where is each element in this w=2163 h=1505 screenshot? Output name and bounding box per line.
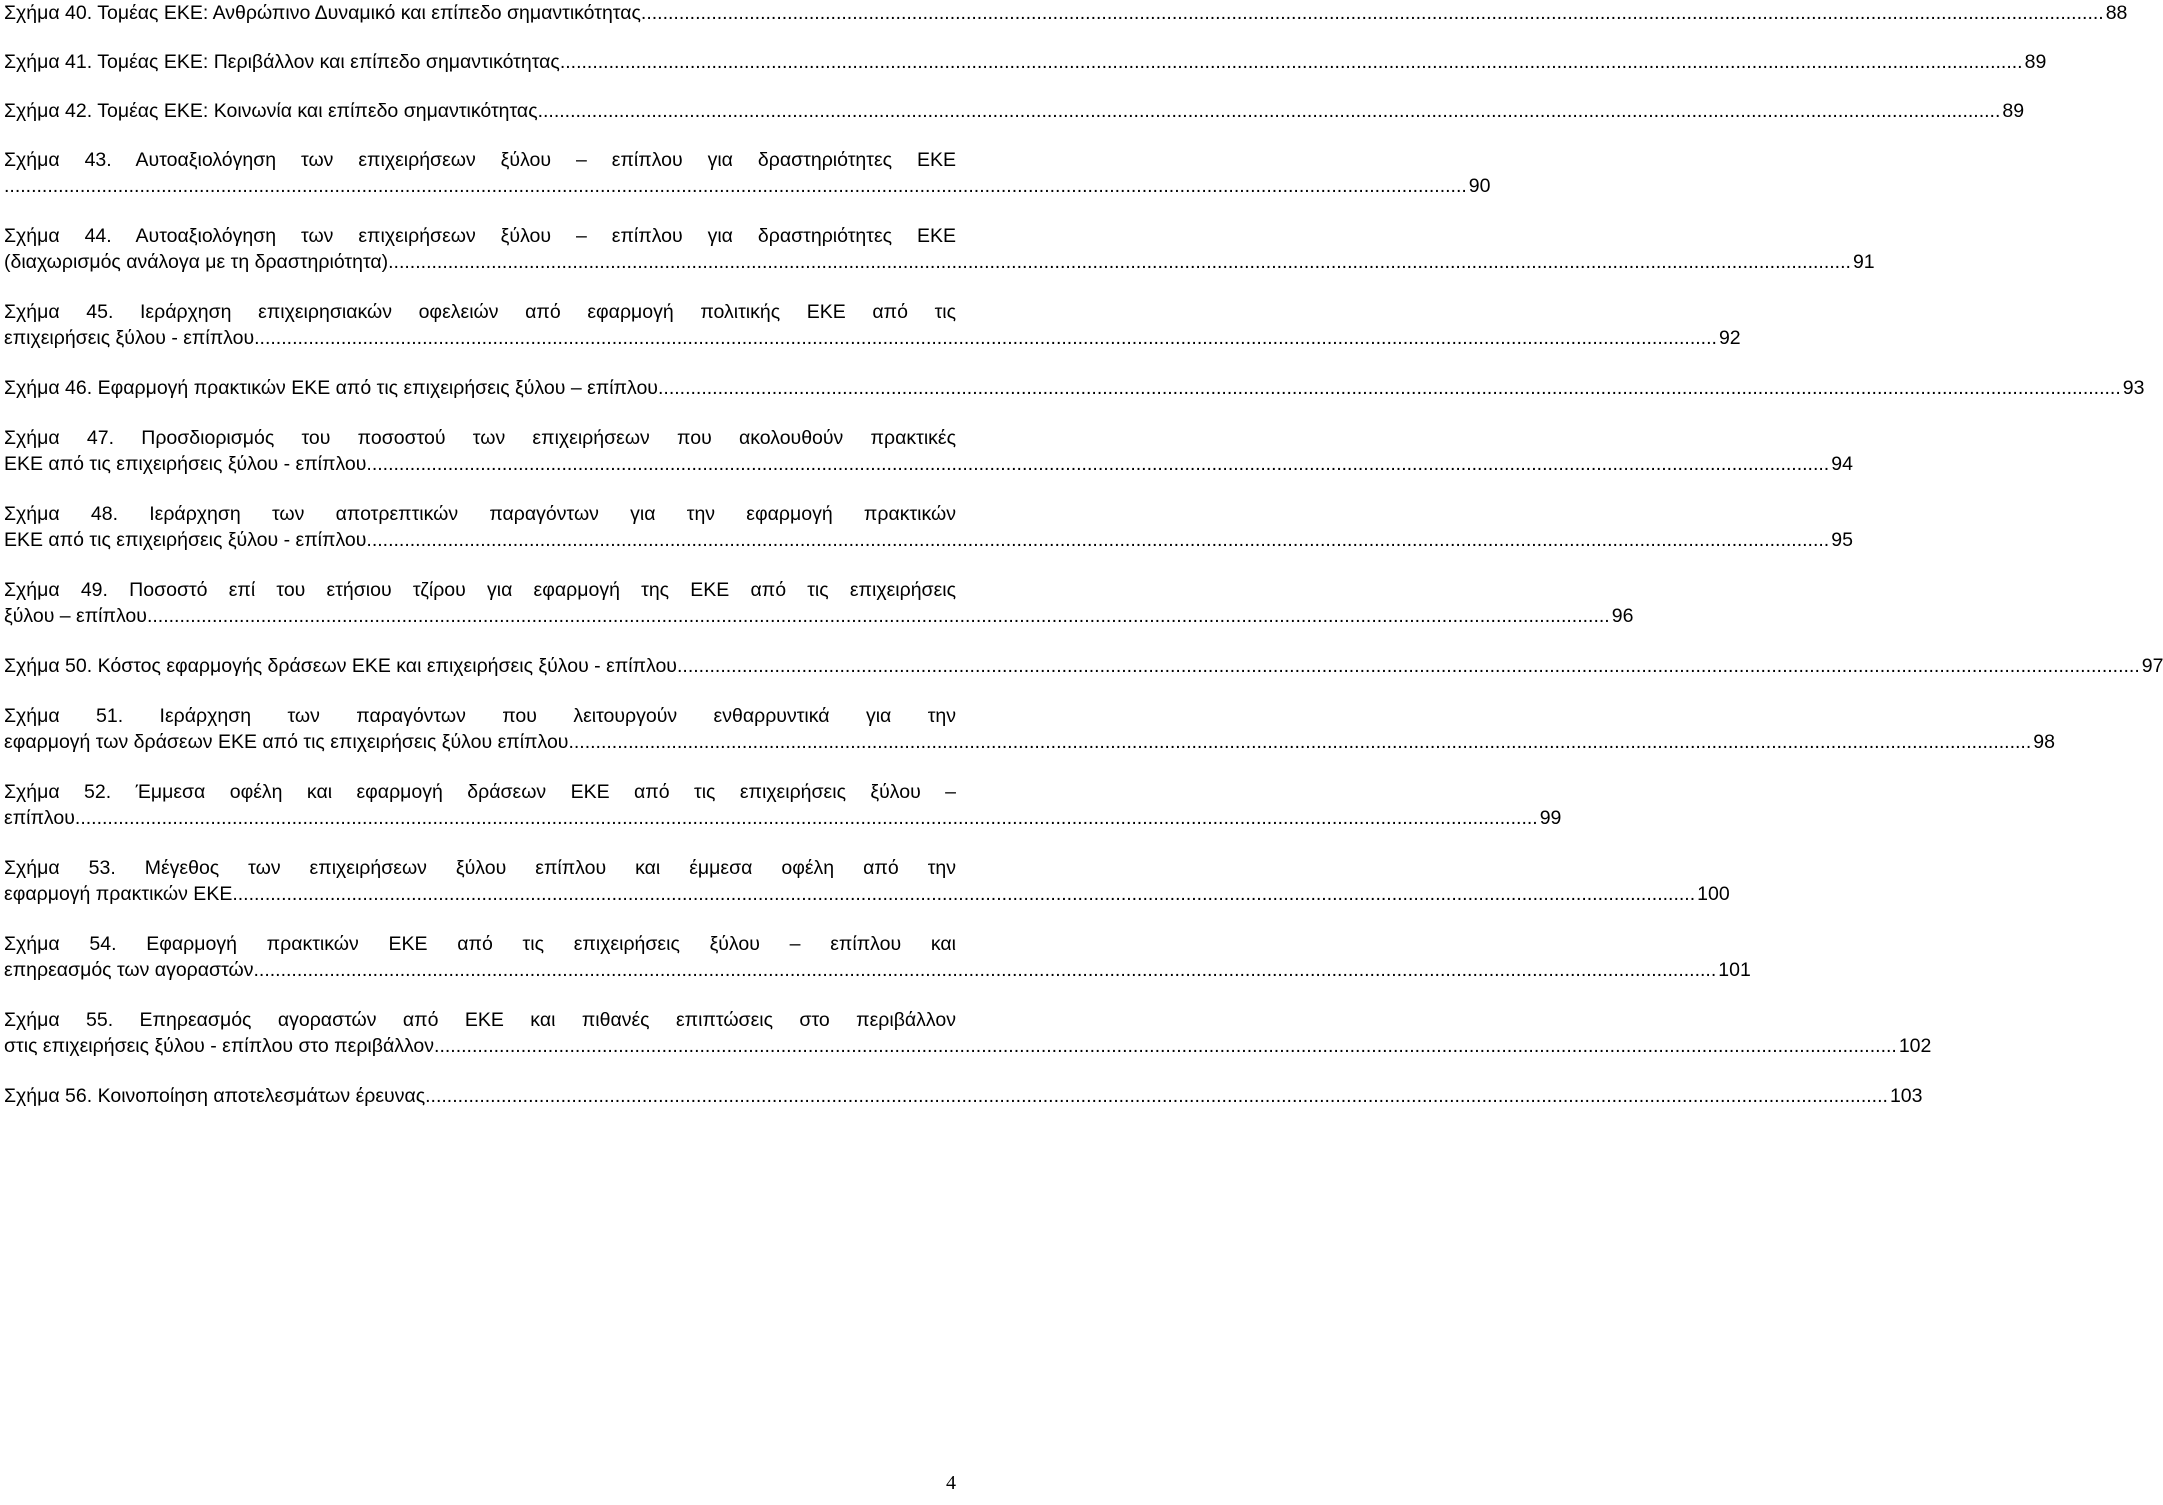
toc-entry-line <box>4 98 2025 124</box>
dot-leader <box>658 375 2121 401</box>
toc-entry-title-line1: Σχήμα 52. Έμμεσα οφέλη και εφαρμογή δράσεων ΕΚΕ από τις επιχειρήσεις ξύλου – <box>4 781 956 803</box>
toc-entry-line <box>4 729 2055 755</box>
toc-entry[interactable] <box>4 0 2128 26</box>
dot-leader <box>366 451 1829 477</box>
dot-leader <box>434 1033 1897 1059</box>
toc-entry-title-line1: Σχήμα 51. Ιεράρχηση των παραγόντων που λειτουργούν ενθαρρυντικά για την <box>4 705 956 727</box>
toc-entry-line <box>4 173 1491 199</box>
toc-entry[interactable] <box>4 779 1562 831</box>
toc-entry-line <box>4 325 1741 351</box>
toc-entry-line <box>4 451 1853 477</box>
toc-entry-line <box>4 375 2145 401</box>
toc-entry-line <box>4 957 1751 983</box>
toc-entry-title: Σχήμα 41. Τομέας ΕΚΕ: Περιβάλλον και επίπεδο σημαντικότητας <box>4 51 560 73</box>
page-number: 4 <box>946 1472 956 1494</box>
toc-entry[interactable] <box>4 855 1730 907</box>
toc-entry-page: 97 <box>2141 655 2163 677</box>
toc-entry-title-line2: επίπλου <box>4 807 75 829</box>
toc-entry-title-line2: ΕΚΕ από τις επιχειρήσεις ξύλου - επίπλου <box>4 529 367 551</box>
toc-entry-title: Σχήμα 56. Κοινοποίηση αποτελεσμάτων έρευνας <box>4 1085 426 1107</box>
toc-entry-title-line1: Σχήμα 48. Ιεράρχηση των αποτρεπτικών παραγόντων για την εφαρμογή πρακτικών <box>4 503 956 525</box>
toc-entry[interactable] <box>4 577 1634 629</box>
dot-leader <box>425 1083 1888 1109</box>
toc-entry-page: 99 <box>1539 807 1562 829</box>
toc-entry-title-line1: Σχήμα 53. Μέγεθος των επιχειρήσεων ξύλου επίπλου και έμμεσα οφέλη από την <box>4 857 956 879</box>
dot-leader <box>641 0 2104 26</box>
toc-entry-title: Σχήμα 40. Τομέας ΕΚΕ: Ανθρώπινο Δυναμικό και επίπεδο σημαντικότητας <box>4 2 641 24</box>
toc-entry-page: 89 <box>2002 100 2025 122</box>
toc-entry[interactable] <box>4 703 2055 755</box>
toc-entry-title: Σχήμα 50. Κόστος εφαρμογής δράσεων ΕΚΕ και επιχειρήσεις ξύλου - επίπλου <box>4 655 677 677</box>
toc-entry-title-line1: Σχήμα 45. Ιεράρχηση επιχειρησιακών οφελειών από εφαρμογή πολιτικής ΕΚΕ από τις <box>4 301 956 323</box>
toc-entry-title-line2: ΕΚΕ από τις επιχειρήσεις ξύλου - επίπλου <box>4 453 367 475</box>
toc-entry-title-line1: Σχήμα 43. Αυτοαξιολόγηση των επιχειρήσεων ξύλου – επίπλου για δραστηριότητες ΕΚΕ <box>4 149 956 171</box>
toc-entry-line <box>4 1083 1923 1109</box>
toc-entry-title-line2: εφαρμογή πρακτικών ΕΚΕ <box>4 883 233 905</box>
dot-leader <box>147 603 1610 629</box>
toc-entry[interactable] <box>4 501 1853 553</box>
toc-entry-page: 96 <box>1611 605 1634 627</box>
toc-entry-line <box>4 49 2047 75</box>
dot-leader <box>4 173 1467 199</box>
toc-entry[interactable] <box>4 299 1741 351</box>
dot-leader <box>677 653 2140 679</box>
dot-leader <box>568 729 2031 755</box>
toc-entry[interactable] <box>4 98 2025 124</box>
toc-entry[interactable] <box>4 425 1853 477</box>
toc-entry-title-line2: εφαρμογή των δράσεων ΕΚΕ από τις επιχειρήσεις ξύλου επίπλου <box>4 731 569 753</box>
toc-entry[interactable] <box>4 375 2145 401</box>
toc-entry-title-line2: ξύλου – επίπλου <box>4 605 147 627</box>
dot-leader <box>538 98 2001 124</box>
toc-entry[interactable] <box>4 49 2047 75</box>
toc-entry-line <box>4 527 1853 553</box>
toc-entry-page: 98 <box>2033 731 2055 753</box>
toc-entry[interactable] <box>4 1007 1932 1059</box>
toc-entry-page: 88 <box>2105 2 2128 24</box>
toc-entry-title: Σχήμα 46. Εφαρμογή πρακτικών ΕΚΕ από τις επιχειρήσεις ξύλου – επίπλου <box>4 377 658 399</box>
toc-entry-page: 103 <box>1889 1085 1923 1107</box>
toc-entry-title-line1: Σχήμα 49. Ποσοστό επί του ετήσιου τζίρου για εφαρμογή της ΕΚΕ από τις επιχειρήσεις <box>4 579 956 601</box>
toc-entry-line <box>4 0 2128 26</box>
toc-entry-title-line1: Σχήμα 44. Αυτοαξιολόγηση των επιχειρήσεων ξύλου – επίπλου για δραστηριότητες ΕΚΕ <box>4 225 956 247</box>
toc-entry-title-line2: επιχειρήσεις ξύλου - επίπλου <box>4 327 255 349</box>
toc-entry-title-line1: Σχήμα 55. Επηρεασμός αγοραστών από ΕΚΕ και πιθανές επιπτώσεις στο περιβάλλον <box>4 1009 956 1031</box>
toc-entry-line <box>4 653 2163 679</box>
toc-entry-page: 92 <box>1718 327 1741 349</box>
toc-entry-title-line1: Σχήμα 47. Προσδιορισμός του ποσοστού των επιχειρήσεων που ακολουθούν πρακτικές <box>4 427 956 449</box>
toc-entry-page: 91 <box>1852 251 1875 273</box>
toc-entry-page: 95 <box>1831 529 1853 551</box>
toc-entry-title-line1: Σχήμα 54. Εφαρμογή πρακτικών ΕΚΕ από τις επιχειρήσεις ξύλου – επίπλου και <box>4 933 956 955</box>
toc-entry-page: 94 <box>1831 453 1853 475</box>
toc-entry-page: 93 <box>2122 377 2145 399</box>
dot-leader <box>254 325 1717 351</box>
toc-entry-page: 101 <box>1718 959 1751 981</box>
dot-leader <box>388 249 1851 275</box>
dot-leader <box>366 527 1829 553</box>
toc-entry[interactable] <box>4 1083 1923 1109</box>
toc-entry-title-line2: στις επιχειρήσεις ξύλου - επίπλου στο περιβάλλον <box>4 1035 435 1057</box>
toc-entry[interactable] <box>4 147 1491 199</box>
toc-entry[interactable] <box>4 223 1875 275</box>
toc-entry-page: 102 <box>1898 1035 1932 1057</box>
toc-entry-page: 100 <box>1697 883 1730 905</box>
dot-leader <box>253 957 1716 983</box>
toc-entry-title-line2: επηρεασμός των αγοραστών <box>4 959 254 981</box>
toc-entry-line <box>4 603 1634 629</box>
dot-leader <box>560 49 2023 75</box>
toc-entry[interactable] <box>4 931 1751 983</box>
dot-leader <box>232 881 1695 907</box>
toc-entry-page: 89 <box>2024 51 2047 73</box>
toc-entry-title: Σχήμα 42. Τομέας ΕΚΕ: Κοινωνία και επίπεδο σημαντικότητας <box>4 100 538 122</box>
toc-entry[interactable] <box>4 653 2163 679</box>
table-of-figures <box>4 0 2163 1133</box>
toc-entry-line <box>4 1033 1932 1059</box>
toc-entry-line <box>4 805 1562 831</box>
toc-entry-line <box>4 881 1730 907</box>
toc-entry-title-line2: (διαχωρισμός ανάλογα με τη δραστηριότητα) <box>4 251 389 273</box>
toc-entry-line <box>4 249 1875 275</box>
toc-entry-page: 90 <box>1468 175 1491 197</box>
dot-leader <box>75 805 1538 831</box>
